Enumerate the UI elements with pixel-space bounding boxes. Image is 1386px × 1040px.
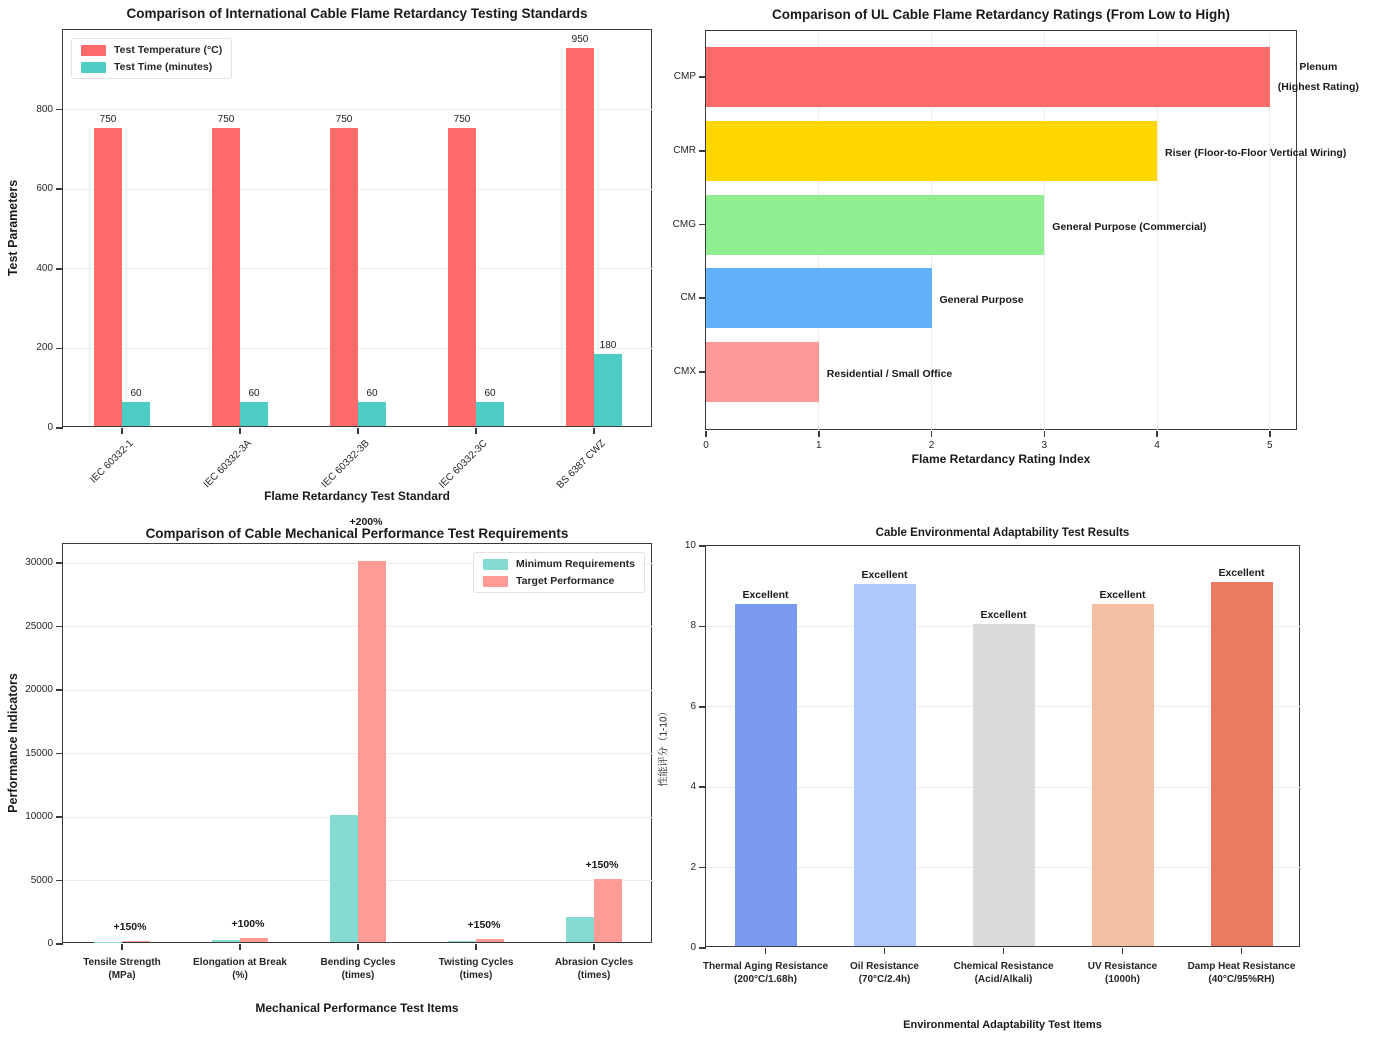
ytick-label: 10 (684, 540, 696, 551)
bar-annotation (827, 364, 952, 384)
ytick-mark (56, 880, 63, 882)
ytick-label: 0 (47, 422, 53, 433)
legend-row (483, 558, 635, 570)
xtick-label-line: Thermal Aging Resistance (702, 961, 829, 972)
bar (476, 402, 504, 426)
xtick-label-line: Twisting Cycles (438, 957, 514, 968)
legend-label: Minimum Requirements (515, 558, 635, 570)
xtick-label-line: (times) (577, 970, 611, 981)
xtick-label-line: Bending Cycles (320, 957, 396, 968)
bar-annotation: Excellent (1218, 567, 1265, 580)
ytick-mark (56, 562, 63, 564)
ytick-label: 15000 (25, 747, 53, 759)
xtick-mark (239, 428, 241, 434)
legend-swatch (81, 45, 106, 56)
ytick-label: 200 (36, 342, 53, 354)
bar-value-label: 60 (130, 388, 142, 400)
xtick-label: IEC 60332-3A (201, 438, 254, 491)
gridline-y (63, 268, 653, 269)
xtick-label-line: (times) (341, 970, 375, 981)
xtick-mark (593, 428, 595, 434)
xtick-mark (357, 428, 359, 434)
xtick-label-line: (40°C/95%RH) (1208, 974, 1275, 985)
bar-value-label: 60 (248, 388, 260, 400)
xtick-mark (884, 948, 886, 954)
bar-annotation (1052, 217, 1206, 237)
xtick-label: 3 (1041, 440, 1048, 451)
xtick-mark (593, 944, 595, 950)
xtick-label-line: (200°C/1.68h) (734, 974, 797, 985)
ytick-label: 25000 (25, 620, 53, 632)
bar (122, 941, 150, 942)
bar-annotation: Excellent (980, 609, 1027, 622)
ytick-mark (699, 867, 706, 869)
ytick-mark (56, 943, 63, 945)
bar-value-label: 60 (484, 388, 496, 400)
bar-annotation-line: (Highest Rating) (1277, 81, 1359, 93)
ytick-label: 8 (690, 620, 696, 632)
ytick-label: 400 (36, 262, 53, 274)
xtick-label-line: (%) (232, 970, 248, 981)
xtick-mark (239, 944, 241, 950)
xtick-mark (1269, 431, 1271, 437)
bar (973, 624, 1035, 946)
ytick-mark (699, 297, 706, 299)
chart-title-flame-standards: Comparison of International Cable Flame Retardancy Testing Standards (126, 6, 588, 21)
ytick-mark (699, 706, 706, 708)
bar (240, 938, 268, 942)
plot-area (672, 30, 1359, 451)
ytick-mark (56, 268, 63, 270)
ytick-label: CMX (673, 366, 696, 377)
xtick-mark (818, 431, 820, 437)
legend-swatch (483, 559, 508, 570)
xtick-label: IEC 60332-3C (437, 438, 490, 491)
ytick-mark (56, 109, 63, 111)
ytick-mark (699, 626, 706, 628)
bar (706, 195, 1044, 255)
bar (1092, 604, 1154, 946)
ytick-mark (699, 150, 706, 152)
xtick-label (504, 956, 684, 982)
bar-annotation-line: Residential / Small Office (826, 368, 953, 380)
yaxis-label-test-parameters (2, 29, 24, 427)
bar (1211, 582, 1273, 946)
bar (566, 917, 594, 942)
bar (330, 128, 358, 427)
bar (212, 128, 240, 427)
bar (594, 879, 622, 943)
bar (94, 128, 122, 427)
xtick-label-line: (MPa) (108, 970, 136, 981)
xtick-mark (1122, 948, 1124, 954)
chart-title-environmental: Cable Environmental Adaptability Test Results (875, 527, 1130, 539)
xtick-label: IEC 60332-1 (88, 438, 136, 486)
ytick-mark (56, 188, 63, 190)
bar-annotation-line: Riser (Floor-to-Floor Vertical Wiring) (1165, 146, 1347, 159)
xaxis-label-mechanical: Mechanical Performance Test Items (255, 1001, 459, 1015)
xtick-label: 5 (1267, 440, 1273, 451)
ytick-label: CM (680, 292, 696, 304)
xtick-label-line: Oil Resistance (850, 961, 919, 972)
bar-annotation: +200% (349, 516, 383, 528)
chart-title-mechanical: Comparison of Cable Mechanical Performance Test Requirements (145, 526, 569, 541)
ytick-mark (699, 947, 706, 949)
xtick-label: 1 (816, 440, 822, 451)
xtick-label: 2 (928, 440, 935, 451)
bar-annotation-line: Plenum (1299, 61, 1338, 73)
ytick-label: 6 (690, 700, 696, 712)
ytick-label: CMG (672, 218, 696, 230)
ytick-mark (699, 371, 706, 373)
bar-annotation: Excellent (1099, 589, 1146, 602)
xtick-mark (475, 944, 477, 950)
xtick-label-line: (Acid/Alkali) (974, 974, 1033, 985)
bar (358, 561, 386, 942)
xtick-mark (357, 944, 359, 950)
ytick-mark (56, 626, 63, 628)
gridline-y (63, 109, 653, 110)
legend-row (483, 575, 635, 587)
plot-area (684, 540, 1300, 985)
yaxis-label-performance-score (652, 545, 672, 947)
legend-label: Test Temperature (°C) (114, 44, 223, 56)
chart-title-ul-ratings: Comparison of UL Cable Flame Retardancy Ratings (From Low to High) (771, 7, 1231, 22)
xtick-label-line: (70°C/2.4h) (858, 974, 911, 985)
bar (706, 121, 1157, 181)
xtick-mark (765, 948, 767, 954)
xtick-label-line: (1000h) (1104, 974, 1140, 985)
bar-value-label: 750 (335, 113, 353, 125)
bar-annotation: Excellent (742, 589, 789, 602)
plot-area (36, 29, 652, 491)
ytick-label: 600 (36, 183, 53, 195)
bar (735, 604, 797, 946)
ytick-mark (56, 689, 63, 691)
ytick-mark (699, 76, 706, 78)
xtick-mark (705, 431, 707, 437)
bar (476, 939, 504, 942)
legend (473, 552, 645, 593)
bar (448, 128, 476, 427)
ytick-mark (699, 224, 706, 226)
legend-label: Test Time (minutes) (114, 61, 213, 73)
ytick-mark (699, 545, 706, 547)
ytick-label: 5000 (30, 874, 53, 886)
bar-value-label: 750 (99, 113, 117, 125)
xtick-label: 0 (703, 440, 709, 451)
ytick-mark (56, 427, 63, 429)
xtick-mark (1156, 431, 1158, 437)
xtick-label-line: UV Resistance (1087, 961, 1158, 972)
bar (358, 402, 386, 426)
xtick-mark (1003, 948, 1005, 954)
bar (706, 268, 932, 328)
ytick-label: CMR (673, 144, 696, 156)
ytick-mark (56, 753, 63, 755)
legend-swatch (81, 62, 106, 73)
xtick-mark (1044, 431, 1046, 437)
bar (566, 48, 594, 426)
bar (240, 402, 268, 426)
xtick-label: 4 (1154, 440, 1160, 451)
ytick-label: 10000 (25, 811, 53, 822)
ytick-mark (56, 816, 63, 818)
bar-value-label: 180 (599, 340, 617, 352)
xtick-mark (475, 428, 477, 434)
ytick-label: 20000 (25, 684, 53, 695)
xtick-label: BS 6387 CWZ (554, 438, 608, 491)
xtick-mark (931, 431, 933, 437)
bar-annotation (940, 290, 1024, 310)
bar (122, 402, 150, 426)
legend-label: Target Performance (515, 575, 615, 587)
bar-annotation: Excellent (861, 569, 908, 582)
xtick-label-line: Elongation at Break (193, 957, 287, 968)
bar (212, 940, 240, 942)
ytick-label: 0 (47, 938, 53, 949)
bar-annotation: +150% (467, 918, 501, 931)
xtick-label-line: Tensile Strength (83, 957, 161, 968)
bar (448, 941, 476, 942)
ytick-label: 2 (690, 861, 696, 873)
xaxis-label-environmental: Environmental Adaptability Test Items (903, 1019, 1102, 1031)
yaxis-label-text: Performance Indicators (6, 673, 21, 813)
xtick-label-line: Damp Heat Resistance (1187, 961, 1296, 972)
bar-value-label: 750 (217, 113, 235, 125)
legend (71, 38, 232, 79)
bar-value-label: 60 (366, 388, 378, 400)
bar-annotation: +150% (113, 921, 147, 934)
xtick-label: IEC 60332-3B (319, 438, 372, 491)
bar-annotation-line: General Purpose (939, 294, 1024, 307)
legend-row (81, 44, 222, 56)
bar-value-label: 750 (453, 113, 471, 125)
ytick-label: 800 (36, 103, 53, 115)
bar-value-label: 950 (571, 33, 589, 45)
bar (330, 815, 358, 942)
ytick-label: 0 (690, 942, 696, 953)
bar (706, 342, 819, 402)
bar-annotation (1278, 57, 1359, 97)
xtick-mark (121, 428, 123, 434)
ytick-label: 4 (690, 781, 696, 793)
bar-annotation-line: General Purpose (Commercial) (1052, 220, 1207, 233)
legend-row (81, 61, 222, 73)
xtick-label-line: (times) (459, 970, 493, 981)
bar-annotation: +150% (585, 858, 619, 871)
ytick-label: 30000 (25, 557, 53, 568)
ytick-mark (699, 786, 706, 788)
xaxis-label-flame-standards: Flame Retardancy Test Standard (264, 489, 450, 503)
yaxis-label-text: 性能评分（1-10） (658, 705, 670, 787)
ytick-label: CMP (673, 71, 696, 82)
yaxis-label-text: Test Parameters (6, 179, 21, 277)
xtick-label (1152, 960, 1332, 986)
xtick-mark (121, 944, 123, 950)
bar-annotation (1165, 143, 1346, 163)
xtick-mark (1241, 948, 1243, 954)
ytick-mark (56, 348, 63, 350)
gridline-y (63, 348, 653, 349)
xtick-label-line: Abrasion Cycles (554, 957, 634, 968)
bar (854, 584, 916, 946)
bar-annotation: +100% (231, 918, 265, 931)
gridline-y (63, 189, 653, 190)
legend-swatch (483, 576, 508, 587)
xtick-label-line: Chemical Resistance (953, 961, 1054, 972)
bar (706, 47, 1270, 107)
xaxis-label-ul-ratings: Flame Retardancy Rating Index (911, 452, 1091, 466)
bar (594, 354, 622, 426)
